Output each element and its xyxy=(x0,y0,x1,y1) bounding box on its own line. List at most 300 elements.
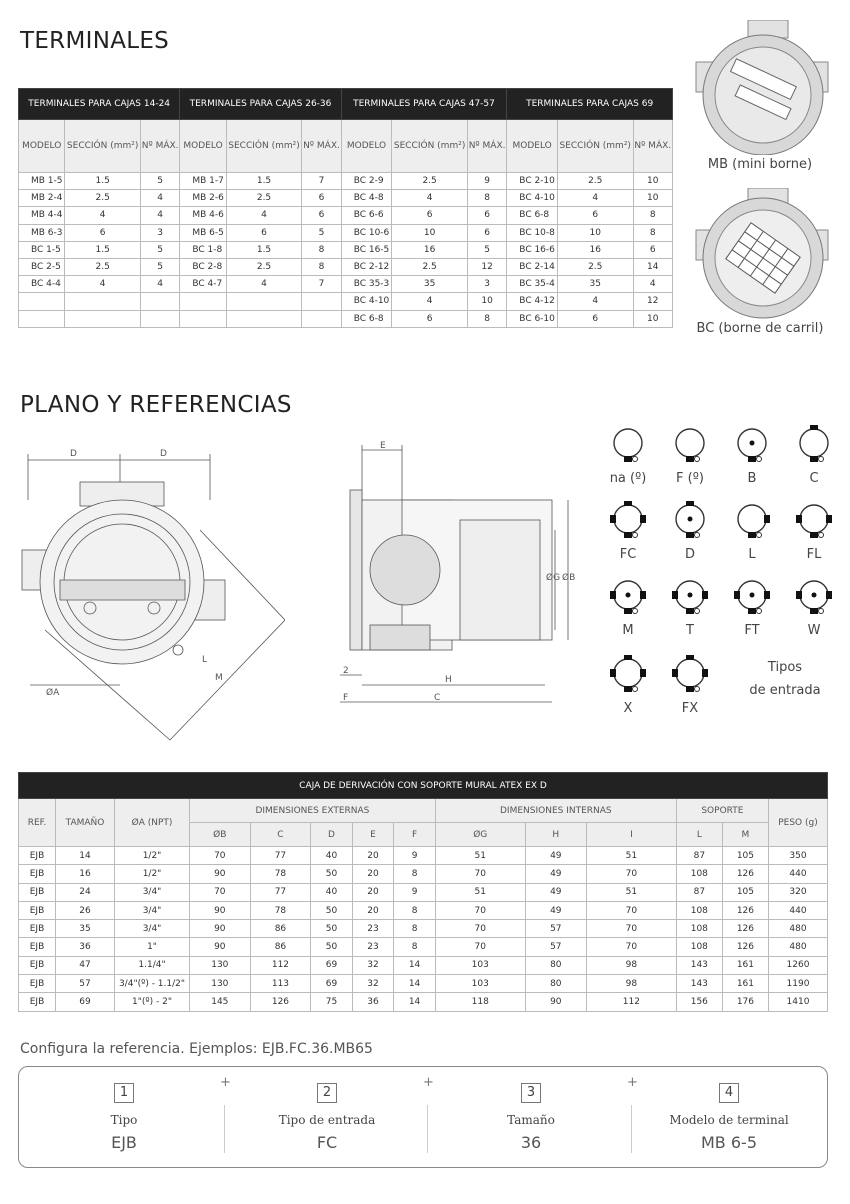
entry-type-label: B xyxy=(747,471,757,486)
table-cell xyxy=(65,293,141,310)
dim-e: E xyxy=(380,441,386,451)
table-cell: 126 xyxy=(722,901,768,919)
col-ref: REF. xyxy=(19,799,56,847)
entry-type-label: L xyxy=(748,547,756,562)
table-cell: 4 xyxy=(65,207,141,224)
table-cell: 108 xyxy=(676,938,722,956)
table-row xyxy=(19,207,673,224)
table-cell: 4 xyxy=(226,276,302,293)
table-cell: 2.5 xyxy=(65,258,141,275)
config-intro: Configura la referencia. Ejemplos: EJB.FC.36.MB65 xyxy=(20,1041,373,1057)
field-value: 36 xyxy=(520,1133,542,1152)
table-cell xyxy=(140,310,179,327)
table-cell: 6 xyxy=(392,310,468,327)
table-cell: 35 xyxy=(56,920,115,938)
table-cell: 40 xyxy=(311,847,353,865)
group-int: DIMENSIONES INTERNAS xyxy=(435,799,676,823)
table-cell: 103 xyxy=(435,956,525,974)
entry-types-caption-line: Tipos xyxy=(767,660,803,675)
mb-caption: MB (mini borne) xyxy=(707,157,813,172)
entry-types-caption xyxy=(740,656,830,702)
table-cell: 69 xyxy=(311,956,353,974)
plus-sign: + xyxy=(220,1075,231,1090)
dimensions-table xyxy=(18,772,828,1012)
entry-type-label: C xyxy=(809,471,819,486)
table-cell: BC 2-14 xyxy=(507,258,558,275)
field-value: FC xyxy=(316,1133,338,1152)
table-cell: 2.5 xyxy=(65,190,141,207)
table-cell: 350 xyxy=(769,847,828,865)
table-cell: 3 xyxy=(467,276,506,293)
table-cell: BC 2-5 xyxy=(19,258,65,275)
entry-type-5 xyxy=(664,501,716,562)
table-cell: EJB xyxy=(19,956,56,974)
col-nmax: Nº MÁX. xyxy=(467,120,506,173)
col-dim: E xyxy=(352,823,394,847)
table-cell: 1.5 xyxy=(65,241,141,258)
entry-type-8 xyxy=(602,577,654,638)
table-cell: 1410 xyxy=(769,993,828,1011)
entry-type-icon xyxy=(602,577,654,617)
dim-2: 2 xyxy=(343,666,349,676)
table-cell: 1.5 xyxy=(65,173,141,190)
table-cell: 90 xyxy=(190,901,251,919)
table-cell: 14 xyxy=(394,956,436,974)
dim-m: M xyxy=(215,673,223,683)
entry-type-6 xyxy=(726,501,778,562)
config-field-1 xyxy=(24,1067,224,1152)
table-cell: 32 xyxy=(352,975,394,993)
table-cell: 108 xyxy=(676,920,722,938)
table-cell: 1190 xyxy=(769,975,828,993)
entry-type-label: D xyxy=(684,547,695,562)
table-cell: 5 xyxy=(140,173,179,190)
table-row xyxy=(19,883,828,901)
table-cell: 1/2" xyxy=(115,865,190,883)
table-cell: 1260 xyxy=(769,956,828,974)
table-cell: 70 xyxy=(435,920,525,938)
table-cell: 6 xyxy=(557,310,633,327)
table-cell: 50 xyxy=(311,901,353,919)
table-cell: 10 xyxy=(557,224,633,241)
table-cell: 9 xyxy=(394,847,436,865)
table-cell: 57 xyxy=(56,975,115,993)
table-cell: 20 xyxy=(352,901,394,919)
table-row xyxy=(19,938,828,956)
dims-title: CAJA DE DERIVACIÓN CON SOPORTE MURAL ATEX EX D xyxy=(19,773,828,799)
col-dim: D xyxy=(311,823,353,847)
bc-box-image xyxy=(688,188,838,323)
entry-type-label: na (º) xyxy=(609,471,647,486)
table-cell: 14 xyxy=(56,847,115,865)
entry-type-13 xyxy=(664,655,716,716)
col-tamano: TAMAÑO xyxy=(56,799,115,847)
table-cell: 49 xyxy=(525,901,586,919)
table-cell: 4 xyxy=(557,293,633,310)
table-row xyxy=(19,901,828,919)
table-cell: 90 xyxy=(190,865,251,883)
config-field-4 xyxy=(629,1067,829,1152)
table-cell: 16 xyxy=(392,241,468,258)
entry-type-label: X xyxy=(623,701,633,716)
table-cell: MB 1-7 xyxy=(180,173,226,190)
table-cell: EJB xyxy=(19,883,56,901)
table-cell: 8 xyxy=(394,865,436,883)
table-cell: 51 xyxy=(435,847,525,865)
table-cell: 156 xyxy=(676,993,722,1011)
table-cell: 20 xyxy=(352,847,394,865)
table-cell: 126 xyxy=(722,938,768,956)
table-cell xyxy=(19,293,65,310)
field-label: Modelo de terminal xyxy=(669,1113,789,1127)
table-cell: 6 xyxy=(557,207,633,224)
table-cell xyxy=(302,293,341,310)
table-cell: EJB xyxy=(19,920,56,938)
table-cell: 6 xyxy=(467,207,506,224)
entry-type-icon xyxy=(788,425,840,465)
dim-f: F xyxy=(343,693,349,703)
table-cell: 2.5 xyxy=(226,258,302,275)
table-cell: 36 xyxy=(56,938,115,956)
table-cell: BC 4-10 xyxy=(507,190,558,207)
table-cell: 1.5 xyxy=(226,241,302,258)
table-cell: 69 xyxy=(311,975,353,993)
step-number: 4 xyxy=(719,1083,739,1103)
table-cell: BC 4-8 xyxy=(341,190,392,207)
table-row xyxy=(19,847,828,865)
entry-type-1 xyxy=(664,425,716,486)
table-cell: 98 xyxy=(587,975,677,993)
table-cell: EJB xyxy=(19,975,56,993)
dim-c: C xyxy=(434,693,441,703)
group-header: TERMINALES PARA CAJAS 69 xyxy=(507,89,673,120)
table-cell: 90 xyxy=(525,993,586,1011)
table-cell: BC 10-6 xyxy=(341,224,392,241)
table-cell: 35 xyxy=(557,276,633,293)
group-header: TERMINALES PARA CAJAS 14-24 xyxy=(19,89,180,120)
table-cell: 51 xyxy=(435,883,525,901)
table-cell: 8 xyxy=(467,310,506,327)
table-cell: 143 xyxy=(676,956,722,974)
table-cell: BC 6-8 xyxy=(507,207,558,224)
table-cell xyxy=(19,310,65,327)
entry-type-icon xyxy=(602,655,654,695)
table-cell: 35 xyxy=(392,276,468,293)
dim-d2: D xyxy=(160,449,167,459)
table-cell: 8 xyxy=(394,938,436,956)
col-nmax: Nº MÁX. xyxy=(302,120,341,173)
field-label: Tipo xyxy=(110,1113,138,1127)
entry-type-2 xyxy=(726,425,778,486)
entry-type-label: F (º) xyxy=(676,471,704,486)
table-cell: 176 xyxy=(722,993,768,1011)
table-cell: BC 2-8 xyxy=(180,258,226,275)
entry-type-0 xyxy=(602,425,654,486)
table-cell: 440 xyxy=(769,865,828,883)
table-cell: 9 xyxy=(467,173,506,190)
table-cell: 440 xyxy=(769,901,828,919)
table-cell: 1.1/4" xyxy=(115,956,190,974)
table-cell: 51 xyxy=(587,847,677,865)
table-cell: 126 xyxy=(722,865,768,883)
table-cell: 10 xyxy=(633,173,673,190)
table-cell xyxy=(65,310,141,327)
table-cell: 70 xyxy=(435,938,525,956)
table-cell: BC 6-8 xyxy=(341,310,392,327)
table-row xyxy=(19,241,673,258)
col-peso: PESO (g) xyxy=(769,799,828,847)
table-cell: EJB xyxy=(19,865,56,883)
table-cell: 47 xyxy=(56,956,115,974)
step-number: 3 xyxy=(521,1083,541,1103)
entry-type-icon xyxy=(788,501,840,541)
step-number: 1 xyxy=(114,1083,134,1103)
table-cell: 145 xyxy=(190,993,251,1011)
table-cell: MB 4-6 xyxy=(180,207,226,224)
table-cell: 12 xyxy=(633,293,673,310)
table-cell: 70 xyxy=(587,901,677,919)
table-cell: 5 xyxy=(302,224,341,241)
col-modelo: MODELO xyxy=(507,120,558,173)
entry-type-label: FC xyxy=(619,547,637,562)
dim-og: ØG xyxy=(546,573,561,583)
table-cell: 4 xyxy=(633,276,673,293)
table-cell xyxy=(180,293,226,310)
table-cell: 4 xyxy=(65,276,141,293)
table-cell: 23 xyxy=(352,938,394,956)
table-cell: 8 xyxy=(394,901,436,919)
table-cell: 50 xyxy=(311,938,353,956)
table-cell: BC 2-12 xyxy=(341,258,392,275)
table-cell: 49 xyxy=(525,847,586,865)
table-cell: 26 xyxy=(56,901,115,919)
entry-type-icon xyxy=(788,577,840,617)
table-cell: 50 xyxy=(311,865,353,883)
table-cell: BC 4-10 xyxy=(341,293,392,310)
table-cell: 10 xyxy=(633,310,673,327)
table-cell: 49 xyxy=(525,883,586,901)
table-cell: 51 xyxy=(587,883,677,901)
mb-box-image xyxy=(688,20,838,155)
entry-type-icon xyxy=(664,425,716,465)
table-cell: 23 xyxy=(352,920,394,938)
table-cell: 70 xyxy=(190,883,251,901)
table-cell xyxy=(180,310,226,327)
table-cell: 40 xyxy=(311,883,353,901)
side-view-drawing xyxy=(310,440,590,710)
table-cell: BC 6-10 xyxy=(507,310,558,327)
table-cell: 6 xyxy=(302,190,341,207)
table-cell: 12 xyxy=(467,258,506,275)
field-value: EJB xyxy=(111,1133,137,1152)
table-cell: BC 2-9 xyxy=(341,173,392,190)
table-cell: 3/4" xyxy=(115,920,190,938)
table-cell xyxy=(140,293,179,310)
table-cell: 16 xyxy=(557,241,633,258)
col-modelo: MODELO xyxy=(19,120,65,173)
table-cell: 4 xyxy=(392,190,468,207)
reference-config-box xyxy=(18,1066,828,1168)
entry-type-9 xyxy=(664,577,716,638)
table-cell: 161 xyxy=(722,956,768,974)
col-nmax: Nº MÁX. xyxy=(140,120,179,173)
table-cell: 8 xyxy=(633,224,673,241)
table-cell: 113 xyxy=(250,975,311,993)
table-cell: BC 35-3 xyxy=(341,276,392,293)
table-row xyxy=(19,258,673,275)
table-cell: BC 1-8 xyxy=(180,241,226,258)
table-cell: MB 6-5 xyxy=(180,224,226,241)
field-label: Tamaño xyxy=(507,1113,555,1127)
table-cell: 126 xyxy=(250,993,311,1011)
col-dim: ØB xyxy=(190,823,251,847)
table-cell: 77 xyxy=(250,883,311,901)
col-dim: H xyxy=(525,823,586,847)
table-cell: 75 xyxy=(311,993,353,1011)
table-row xyxy=(19,173,673,190)
table-cell: 6 xyxy=(302,207,341,224)
table-cell: 126 xyxy=(722,920,768,938)
table-cell: 3 xyxy=(140,224,179,241)
dim-l: L xyxy=(202,655,208,665)
table-cell: 7 xyxy=(302,276,341,293)
entry-type-icon xyxy=(726,577,778,617)
table-cell: 320 xyxy=(769,883,828,901)
table-row xyxy=(19,975,828,993)
table-cell: 70 xyxy=(587,938,677,956)
table-cell: 86 xyxy=(250,938,311,956)
table-cell: 108 xyxy=(676,901,722,919)
plus-sign: + xyxy=(423,1075,434,1090)
entry-type-label: FT xyxy=(744,623,760,638)
table-cell: 49 xyxy=(525,865,586,883)
group-soporte: SOPORTE xyxy=(676,799,768,823)
table-cell: 36 xyxy=(352,993,394,1011)
table-cell: 77 xyxy=(250,847,311,865)
table-cell: EJB xyxy=(19,993,56,1011)
col-modelo: MODELO xyxy=(341,120,392,173)
group-ext: DIMENSIONES EXTERNAS xyxy=(190,799,436,823)
table-row xyxy=(19,993,828,1011)
table-cell: 5 xyxy=(140,241,179,258)
entry-type-10 xyxy=(726,577,778,638)
table-cell: 32 xyxy=(352,956,394,974)
table-cell: 14 xyxy=(394,975,436,993)
plus-sign: + xyxy=(627,1075,638,1090)
front-view-drawing xyxy=(10,440,285,760)
col-seccion: SECCIÓN (mm²) xyxy=(557,120,633,173)
entry-type-icon xyxy=(602,425,654,465)
table-row xyxy=(19,920,828,938)
table-cell: BC 4-12 xyxy=(507,293,558,310)
table-cell: 86 xyxy=(250,920,311,938)
dim-d1: D xyxy=(70,449,77,459)
entry-type-icon xyxy=(664,655,716,695)
entry-type-icon xyxy=(664,577,716,617)
table-cell: 90 xyxy=(190,920,251,938)
table-cell: 8 xyxy=(633,207,673,224)
table-cell: 480 xyxy=(769,920,828,938)
step-number: 2 xyxy=(317,1083,337,1103)
table-cell: 4 xyxy=(140,207,179,224)
table-cell: 3/4" xyxy=(115,883,190,901)
table-cell: 70 xyxy=(587,920,677,938)
table-cell: 2.5 xyxy=(557,173,633,190)
table-cell: 4 xyxy=(557,190,633,207)
table-cell: 80 xyxy=(525,956,586,974)
table-cell: 3/4"(º) - 1.1/2" xyxy=(115,975,190,993)
table-cell: 6 xyxy=(467,224,506,241)
table-cell: EJB xyxy=(19,901,56,919)
dim-h: H xyxy=(445,675,452,685)
table-cell: 78 xyxy=(250,865,311,883)
table-row xyxy=(19,310,673,327)
table-cell: 130 xyxy=(190,956,251,974)
table-cell: 10 xyxy=(392,224,468,241)
col-seccion: SECCIÓN (mm²) xyxy=(392,120,468,173)
col-oa: ØA (NPT) xyxy=(115,799,190,847)
table-cell: 5 xyxy=(140,258,179,275)
table-cell: 69 xyxy=(56,993,115,1011)
entry-type-label: T xyxy=(686,623,694,638)
table-row xyxy=(19,190,673,207)
table-cell: BC 10-8 xyxy=(507,224,558,241)
config-field-2 xyxy=(227,1067,427,1152)
table-cell xyxy=(226,293,302,310)
table-cell: 1.5 xyxy=(226,173,302,190)
col-dim: M xyxy=(722,823,768,847)
col-modelo: MODELO xyxy=(180,120,226,173)
divider xyxy=(427,1105,428,1153)
table-cell: 8 xyxy=(394,920,436,938)
entry-types-caption-line: de entrada xyxy=(749,683,821,698)
table-cell: 70 xyxy=(435,901,525,919)
table-cell: 3/4" xyxy=(115,901,190,919)
table-cell: 112 xyxy=(250,956,311,974)
group-header: TERMINALES PARA CAJAS 47-57 xyxy=(341,89,507,120)
entry-type-label: M xyxy=(622,623,634,638)
table-cell: 8 xyxy=(467,190,506,207)
table-cell: 4 xyxy=(140,190,179,207)
table-cell: 8 xyxy=(302,258,341,275)
table-cell: 6 xyxy=(633,241,673,258)
table-cell: 16 xyxy=(56,865,115,883)
table-cell: 105 xyxy=(722,883,768,901)
table-cell: BC 35-4 xyxy=(507,276,558,293)
table-cell: 24 xyxy=(56,883,115,901)
table-cell: 70 xyxy=(587,865,677,883)
table-cell: 6 xyxy=(65,224,141,241)
table-cell: 6 xyxy=(392,207,468,224)
table-cell: BC 16-6 xyxy=(507,241,558,258)
table-cell: 80 xyxy=(525,975,586,993)
table-cell: 105 xyxy=(722,847,768,865)
table-cell: 20 xyxy=(352,883,394,901)
bc-caption: BC (borne de carril) xyxy=(696,321,824,336)
table-cell: 112 xyxy=(587,993,677,1011)
entry-type-7 xyxy=(788,501,840,562)
entry-type-icon xyxy=(726,501,778,541)
entry-type-4 xyxy=(602,501,654,562)
table-cell: 4 xyxy=(392,293,468,310)
table-cell: 1/2" xyxy=(115,847,190,865)
col-seccion: SECCIÓN (mm²) xyxy=(226,120,302,173)
table-cell: 8 xyxy=(302,241,341,258)
table-cell: 87 xyxy=(676,847,722,865)
table-cell xyxy=(302,310,341,327)
table-row xyxy=(19,224,673,241)
table-cell: 98 xyxy=(587,956,677,974)
